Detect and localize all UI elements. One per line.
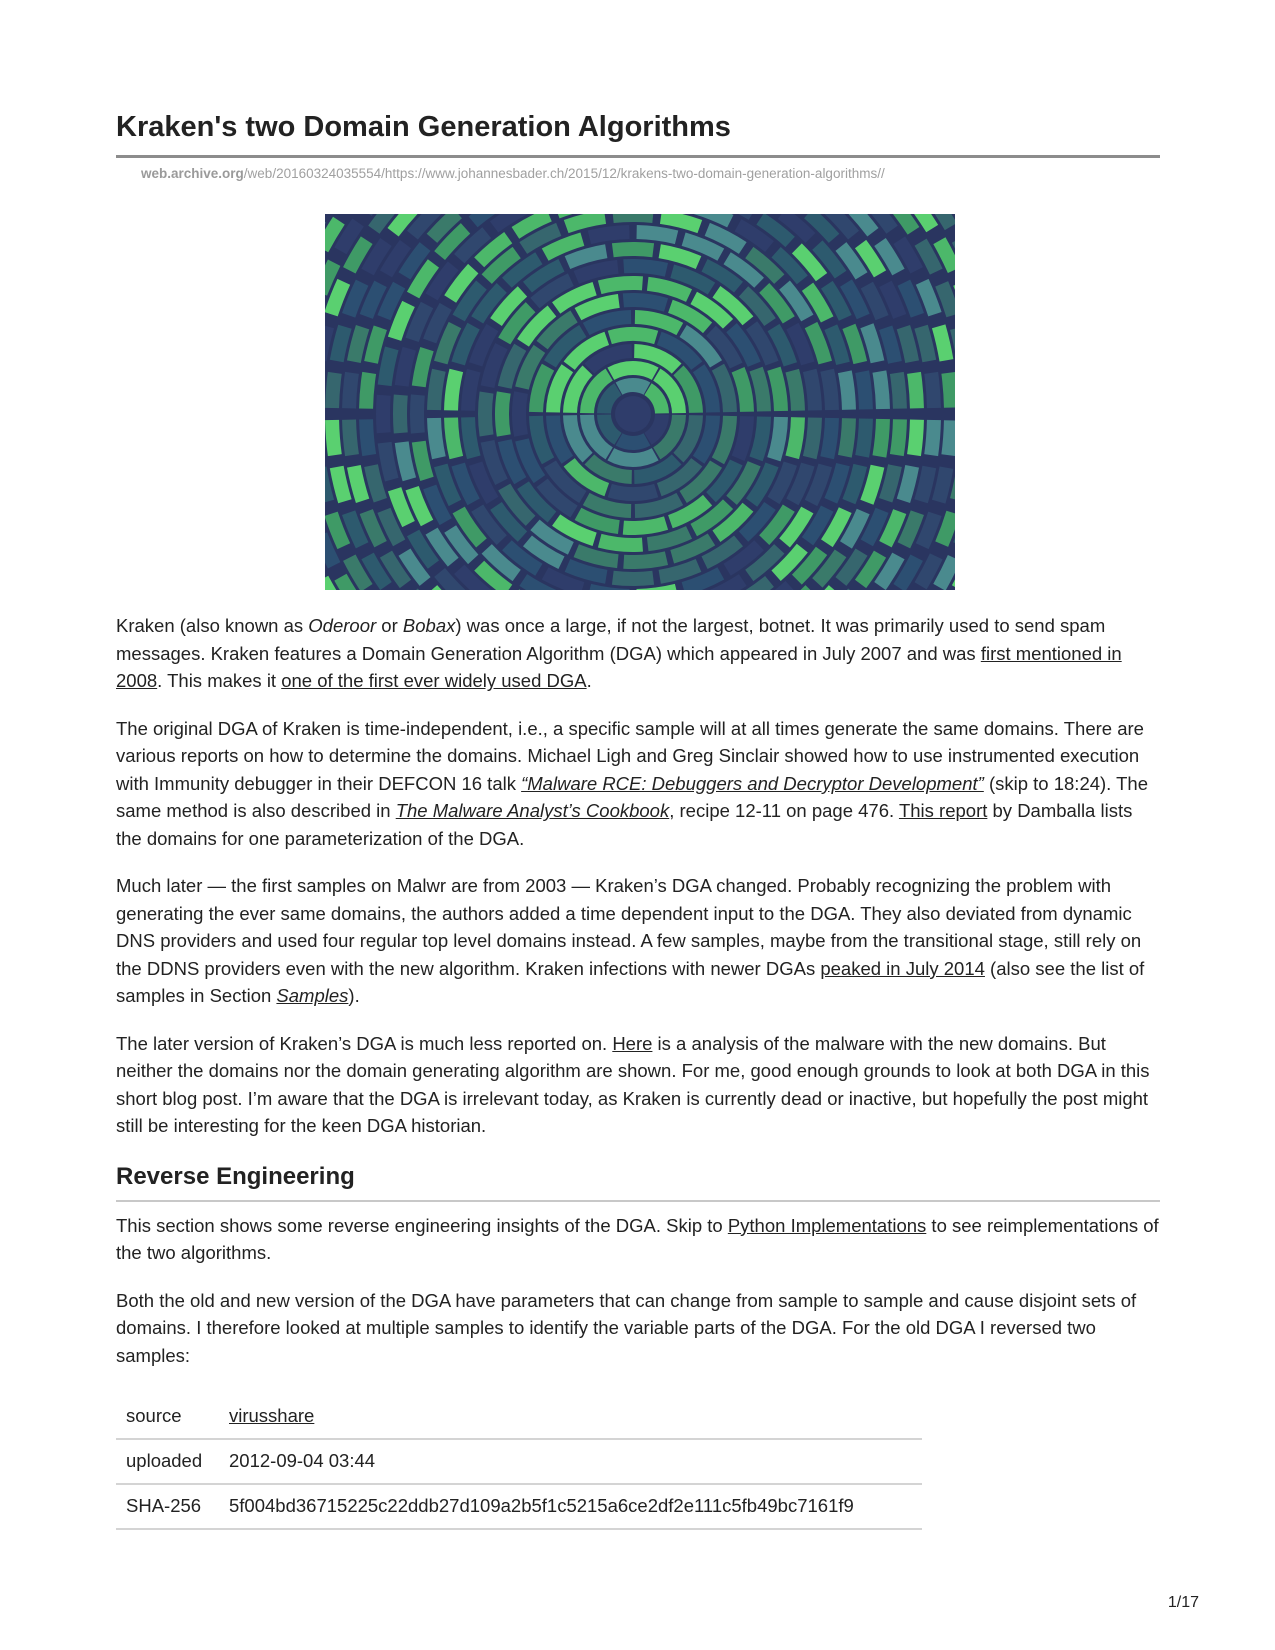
center-circle bbox=[615, 396, 651, 432]
text-run: or bbox=[376, 615, 403, 637]
link-damballa-report[interactable]: This report bbox=[898, 800, 988, 822]
source-domain: web.archive.org bbox=[141, 165, 244, 181]
row-key: SHA-256 bbox=[116, 1484, 219, 1529]
text-run: (also see the list of samples in Section bbox=[116, 957, 1145, 1007]
table-row bbox=[116, 1395, 922, 1439]
link-first-widely-used-dga[interactable]: one of the first ever widely used DGA bbox=[281, 670, 587, 692]
source-path: /web/20160324035554/https://www.johannesbader.ch/2015/12/krakens-two-domain-generation-algorithms// bbox=[243, 165, 885, 181]
alias-bobax: Bobax bbox=[402, 615, 456, 637]
sample-info-table bbox=[116, 1395, 922, 1530]
row-value: 2012-09-04 03:44 bbox=[219, 1439, 922, 1484]
section-heading-reverse-engineering: Reverse Engineering bbox=[116, 1162, 1160, 1202]
link-text: “Malware RCE: Debuggers and Decryptor Development” bbox=[521, 772, 984, 794]
ring-segment bbox=[478, 392, 493, 437]
link-here-analysis[interactable]: Here bbox=[612, 1032, 653, 1054]
text-run: is a analysis of the malware with the new domains. But neither the domains nor the domain generating algorithm are shown. For me, good enough grounds to look at both DGA in this short blog post. I’m aware that the DGA is irrelevant today, as Kraken is currently dead or inactive, but hopefully the post might still be interesting for the keen DGA historian. bbox=[116, 1032, 1150, 1137]
intro-paragraph-3 bbox=[116, 872, 1160, 1010]
link-first-mentioned[interactable]: first mentioned in 2008 bbox=[116, 642, 1122, 692]
page-number: 1/17 bbox=[1167, 1594, 1199, 1611]
link-defcon-talk[interactable] bbox=[521, 773, 984, 794]
text-run: ) was once a large, if not the largest, botnet. It was primarily used to send spam messages. Kraken features a Domain Generation Algorithm (DGA) which appeared in July 2007 and was bbox=[116, 615, 1106, 664]
table-row bbox=[116, 1439, 922, 1484]
ring-segment bbox=[512, 392, 528, 438]
row-value: 5f004bd36715225c22ddb27d109a2b5f1c5215a6ce2df2e111c5fb49bc7161f9 bbox=[219, 1484, 922, 1529]
ring-segment bbox=[495, 392, 511, 437]
text-run: Kraken (also known as bbox=[116, 615, 309, 637]
text-run: . This makes it bbox=[157, 670, 282, 692]
page-title: Kraken's two Domain Generation Algorithms bbox=[116, 110, 1160, 158]
ring-segment bbox=[393, 395, 408, 434]
re-paragraph-2: Both the old and new version of the DGA have parameters that can change from sample to sample and cause disjoint sets of domains. I therefore looked at multiple samples to identify the variable parts of the DGA. For the old DGA I reversed two samples: bbox=[116, 1289, 1137, 1366]
link-text: The Malware Analyst’s Cookbook bbox=[395, 800, 670, 822]
intro-paragraph-4 bbox=[116, 1030, 1160, 1140]
ring-segment bbox=[612, 571, 654, 586]
text-run: The original DGA of Kraken is time-independent, i.e., a specific sample will at all times generate the same domains. There are various reports on how to determine the domains. Michael Ligh and Greg Sinclair showed how to use instrumented execution with Immunity debugger in their DEFCON 16 talk bbox=[116, 717, 1144, 794]
link-virusshare[interactable]: virusshare bbox=[229, 1405, 315, 1427]
ring-segment bbox=[612, 242, 654, 257]
hero-image bbox=[325, 214, 955, 590]
ring-segment bbox=[612, 214, 653, 223]
intro-paragraph-1 bbox=[116, 612, 1160, 695]
text-run: , recipe 12-11 on page 476. bbox=[669, 800, 899, 822]
link-malware-analysts-cookbook[interactable] bbox=[396, 800, 670, 821]
text-run: Much later — the first samples on Malwr are from 2003 — Kraken’s DGA changed. Probably recognizing the problem with generating the ever same domains, the authors added a time dependent input to the DGA. They also deviated from dynamic DNS providers and used four regular top level domains instead. A few samples, maybe from the transitional stage, still rely on the DDNS providers even with the new algorithm. Kraken infections with newer DGAs bbox=[116, 875, 1142, 979]
link-python-implementations[interactable]: Python Implementations bbox=[727, 1214, 927, 1236]
text-run: (skip to 18:24). The same method is also described in bbox=[116, 772, 1148, 822]
text-run: This section shows some reverse engineering insights of the DGA. Skip to bbox=[116, 1214, 728, 1236]
ring-segment bbox=[410, 395, 425, 434]
link-text: Samples bbox=[276, 985, 349, 1007]
link-samples-section[interactable] bbox=[276, 985, 348, 1006]
ring-segment bbox=[376, 395, 391, 434]
row-key: uploaded bbox=[116, 1439, 219, 1484]
text-run: The later version of Kraken’s DGA is much less reported on. bbox=[116, 1032, 613, 1054]
row-key: source bbox=[116, 1395, 219, 1439]
text-run: by Damballa lists the domains for one parameterization of the DGA. bbox=[116, 800, 1133, 849]
text-run: ). bbox=[348, 985, 360, 1007]
text-run: . bbox=[586, 670, 592, 692]
document-page bbox=[116, 110, 1160, 1530]
archive-source-url[interactable] bbox=[141, 165, 1160, 183]
text-run: to see reimplementations of the two algorithms. bbox=[116, 1214, 1159, 1264]
alias-oderoor: Oderoor bbox=[308, 615, 377, 637]
link-peaked-july-2014[interactable]: peaked in July 2014 bbox=[820, 957, 985, 979]
row-value bbox=[219, 1395, 922, 1439]
table-row bbox=[116, 1484, 922, 1529]
re-paragraph-1 bbox=[116, 1212, 1160, 1267]
intro-paragraph-2 bbox=[116, 715, 1160, 853]
